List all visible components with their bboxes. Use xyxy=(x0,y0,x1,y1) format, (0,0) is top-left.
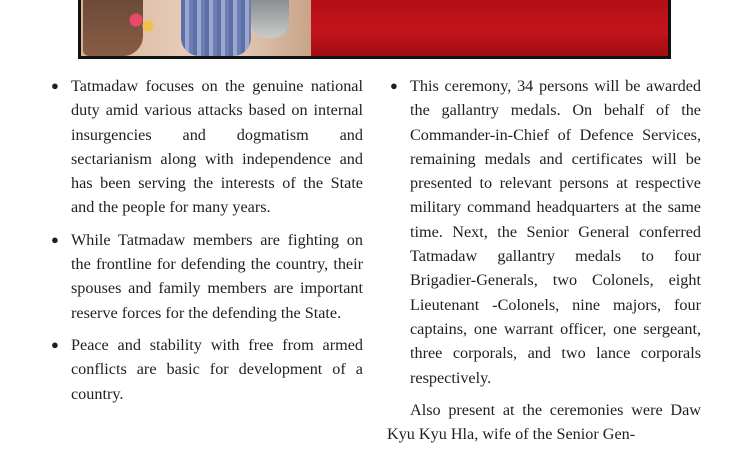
list-item xyxy=(390,74,701,390)
bullet-icon: ● xyxy=(390,78,398,93)
bullet-icon: ● xyxy=(51,78,59,93)
photo-figure-center xyxy=(181,0,251,56)
photo-figure-right xyxy=(251,0,289,38)
left-bullet-list xyxy=(51,74,363,406)
left-column xyxy=(51,74,363,414)
bullet-text: This ceremony, 34 persons will be awarded the gallantry medals. On behalf of the Commander-in-Chief of Defence Services, remaining medals and certificates will be presented to relevant persons at respective military command headquarters at the same time. Next, the Senior General conferred Tatmadaw gallantry medals to four Brigadier-Generals, two Colonels, eight Lieutenant -Colonels, nine majors, four captains, one warrant officer, one sergeant, three corporals, and two lance corporals respectively. xyxy=(410,77,701,387)
list-item xyxy=(51,333,363,406)
photo-flowers xyxy=(127,8,157,38)
bullet-text: Tatmadaw focuses on the genuine national duty amid various attacks based on internal insurgencies and dogmatism and sectarianism along with independence and has been serving the interests of the State and the people for many years. xyxy=(71,77,363,217)
bullet-icon: ● xyxy=(51,231,59,247)
bullet-text: Peace and stability with free from armed conflicts are basic for development of a country. xyxy=(71,335,363,403)
list-item xyxy=(51,228,363,325)
list-item xyxy=(51,74,363,220)
right-bullet-list xyxy=(390,74,701,390)
bullet-icon: ● xyxy=(51,336,59,352)
right-column xyxy=(387,74,701,446)
body-paragraph: Also present at the ceremonies were Daw Kyu Kyu Hla, wife of the Senior Gen- xyxy=(387,400,701,444)
bullet-text: While Tatmadaw members are fighting on the frontline for defending the country, their spouses and family members are important reserve forces for the defending the State. xyxy=(71,230,363,322)
ceremony-photo xyxy=(78,0,671,59)
